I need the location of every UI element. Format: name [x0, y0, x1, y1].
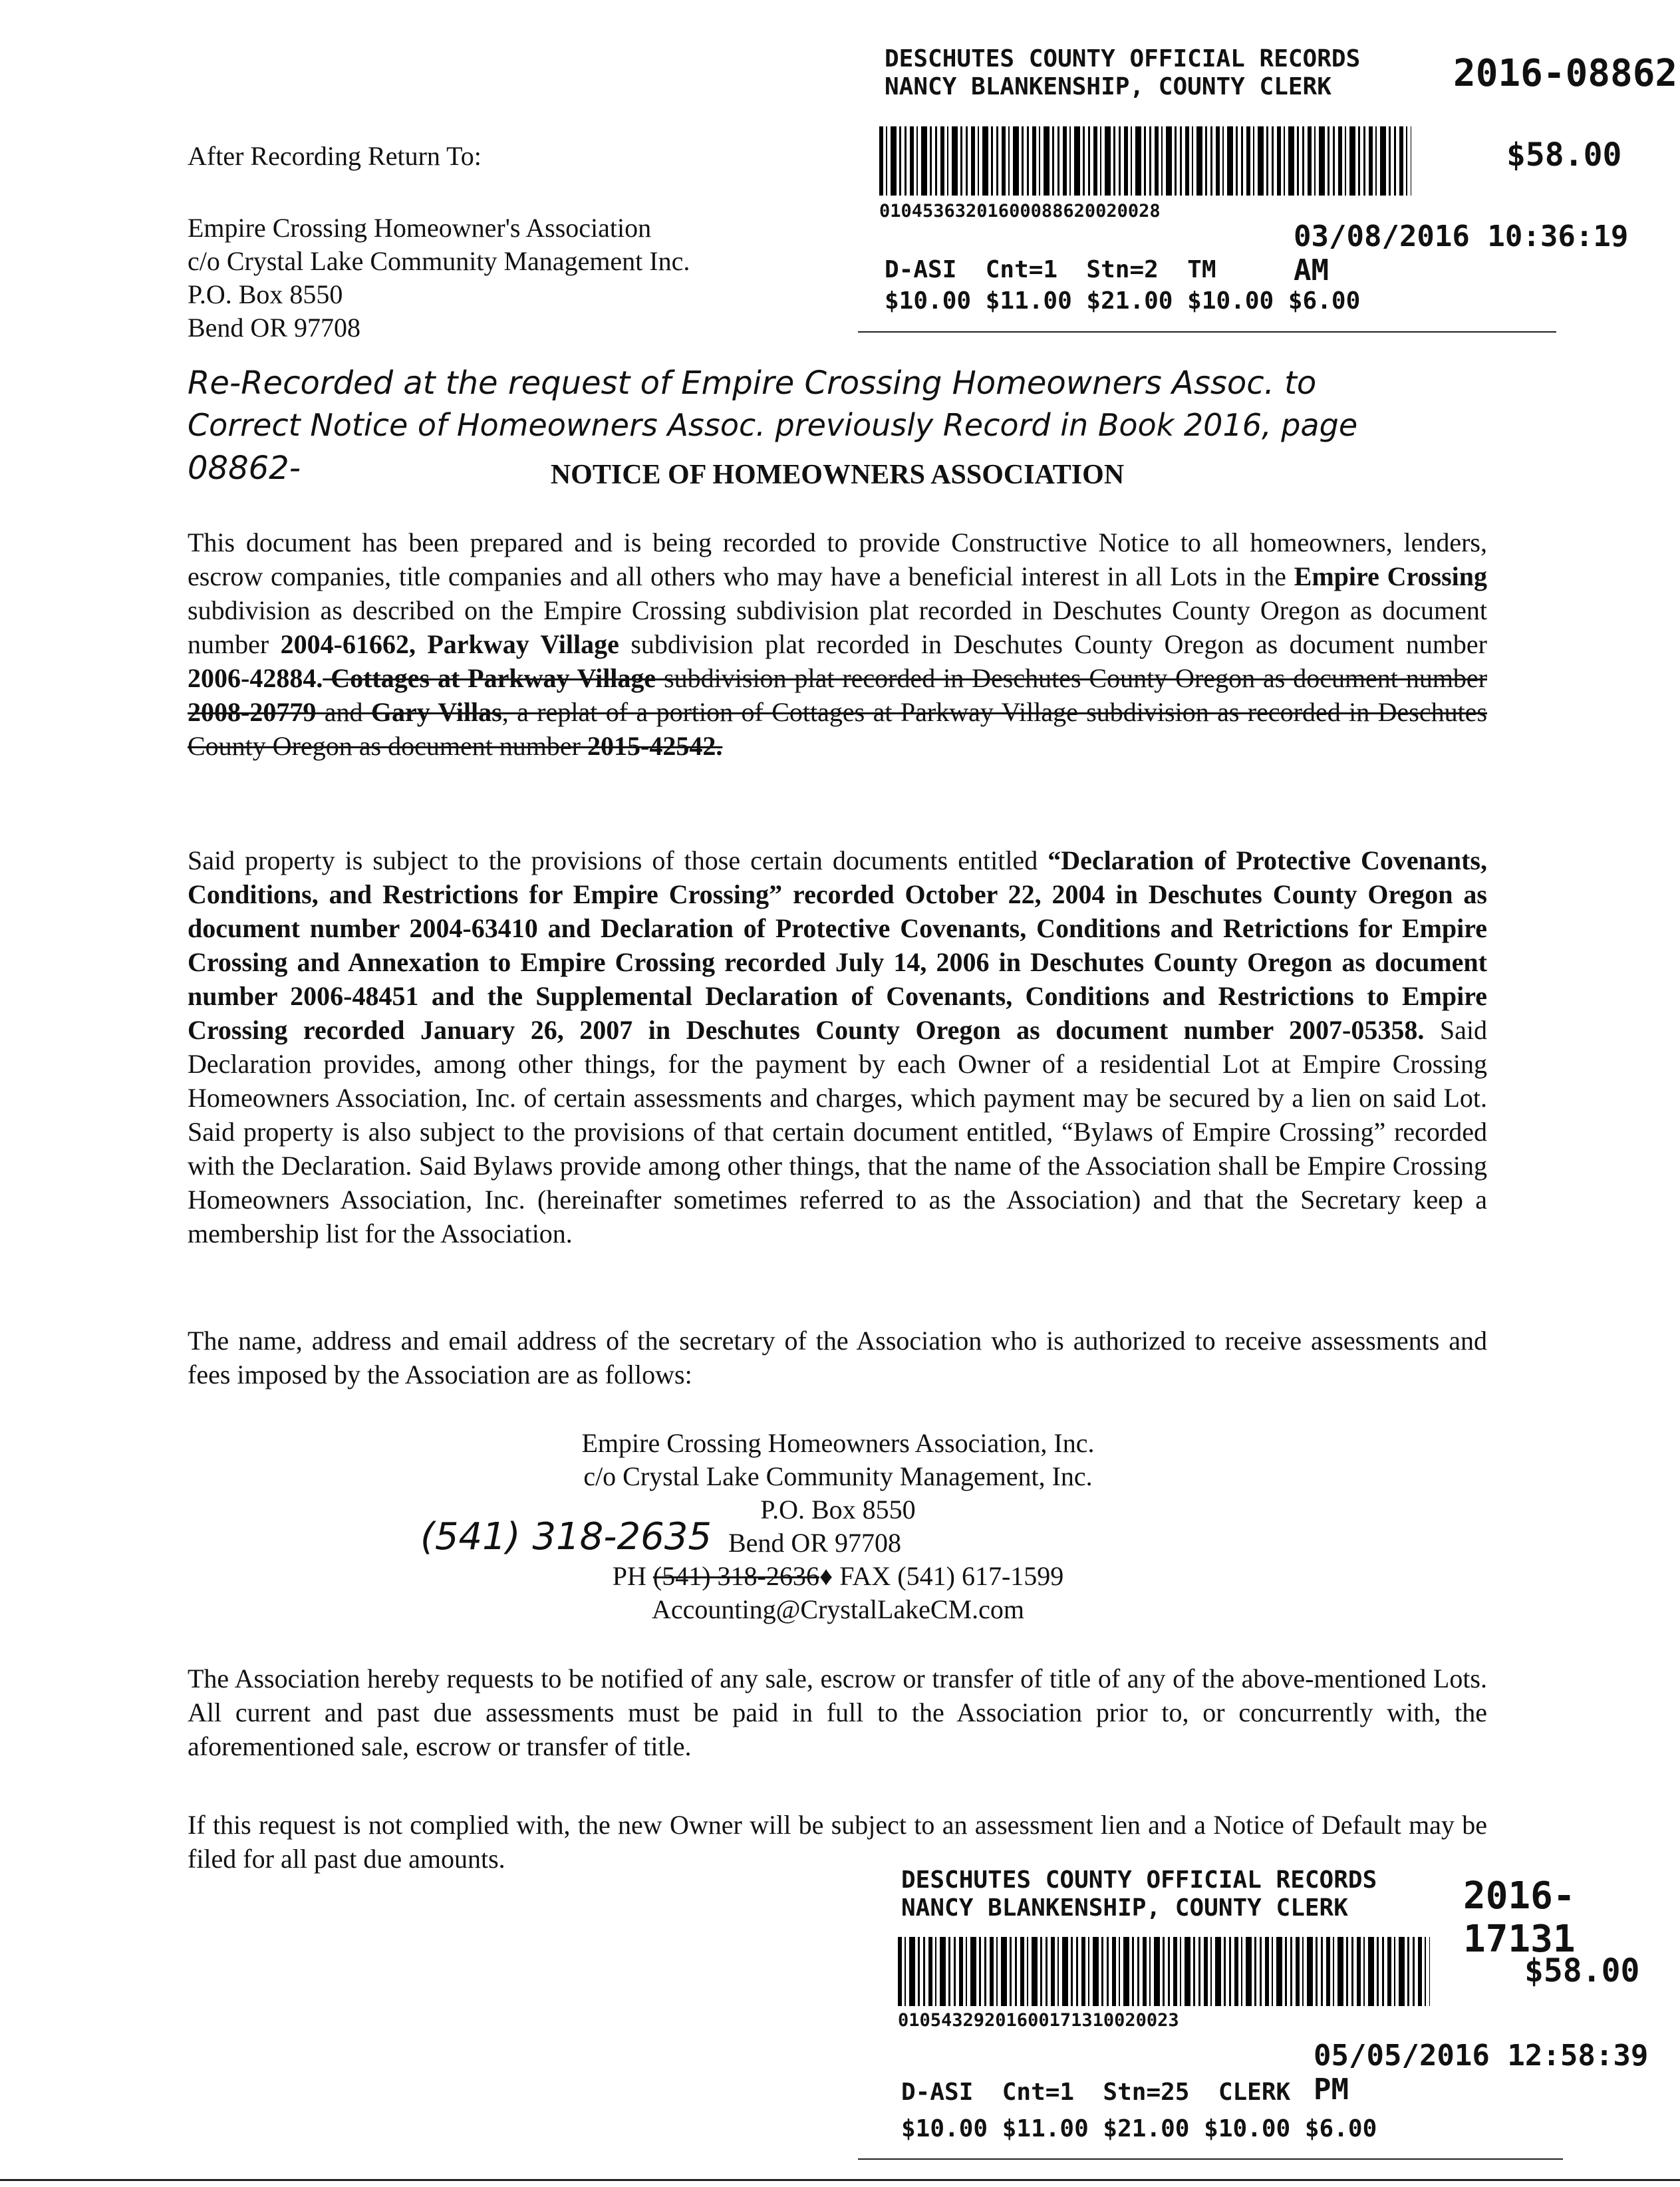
handwritten-note-line-2: Correct Notice of Homeowners Assoc. previously Record in Book 2016, page	[188, 407, 1358, 443]
barcode	[898, 1937, 1430, 2006]
stamp-office: DESCHUTES COUNTY OFFICIAL RECORDS	[885, 45, 1361, 73]
p2-text-1: Said property is subject to the provisions of those certain documents entitled	[188, 845, 1048, 875]
page-bottom-edge	[0, 2179, 1680, 2181]
phone-fax-line	[439, 1560, 1237, 1593]
return-heading: After Recording Return To:	[188, 141, 482, 171]
stamp-datetime: 03/08/2016 10:36:19 AM	[1294, 219, 1629, 287]
return-line-3: P.O. Box 8550	[188, 279, 343, 309]
phone-prefix: PH	[612, 1561, 653, 1591]
stamp-amounts: $10.00 $11.00 $21.00 $10.00 $6.00	[885, 287, 1361, 315]
paragraph-secretary: The name, address and email address of the secretary of the Association who is authorized to receive assessments and fees imposed by the Association are as follows:	[188, 1326, 1487, 1389]
return-line-1: Empire Crossing Homeowner's Association	[188, 213, 652, 243]
barcode	[879, 126, 1411, 196]
stamp-doc-number: 2016-08862	[1453, 52, 1678, 95]
p1-strike-1: Cottages at Parkway Village	[323, 663, 656, 693]
stamp-amounts: $10.00 $11.00 $21.00 $10.00 $6.00	[901, 2115, 1377, 2142]
p1-text-1: This document has been prepared and is being recorded to provide Constructive Notice to all homeowners, lenders, escrow companies, title companies and all others who may have a beneficial interest in all Lots in the	[188, 527, 1487, 591]
handwritten-note-line-1: Re-Recorded at the request of Empire Crossing Homeowners Assoc. to	[188, 364, 1317, 402]
p1-bold-1: Empire Crossing	[1294, 561, 1488, 591]
stamp-rule	[858, 2158, 1563, 2160]
stamp-office: DESCHUTES COUNTY OFFICIAL RECORDS	[901, 1866, 1377, 1894]
stamp-codes: D-ASI Cnt=1 Stn=2 TM	[885, 256, 1216, 283]
p1-bold-3: 2006-42884.	[188, 663, 323, 693]
address-line-3: P.O. Box 8550	[760, 1495, 916, 1525]
paragraph-default-warning: If this request is not complied with, the new Owner will be subject to an assessment lien and a Notice of Default may be filed for all past due amounts.	[188, 1810, 1487, 1874]
stamp-doc-number: 2016-17131	[1463, 1874, 1576, 1961]
handwritten-phone: (541) 318-2635	[420, 1515, 712, 1558]
phone-struck: (541) 318-2636	[652, 1561, 819, 1591]
p2-text-2: Said Declaration provides, among other things, for the payment by each Owner of a residential Lot at Empire Crossing Homeowners Association, Inc. of certain assessments and charges, which payment may be secured by a lien on said Lot. Said property is also subject to the provisions of that certain document entitled, “Bylaws of Empire Crossing” recorded with the Declaration. Said Bylaws provide among other things, that the name of the Association shall be Empire Crossing Homeowners Association, Inc. (hereinafter sometimes referred to as the Association) and that the Secretary keep a membership list for the Association.	[188, 1015, 1487, 1248]
p1-text-2: subdivision as described on the Empire Crossing subdivision plat recorded in Deschutes County Oregon as document number	[188, 595, 1487, 659]
stamp-clerk: NANCY BLANKENSHIP, COUNTY CLERK	[885, 73, 1331, 100]
stamp-fee: $58.00	[1524, 1952, 1640, 1989]
address-line-4: Bend OR 97708	[728, 1528, 901, 1558]
handwritten-note-line-3: 08862-	[188, 450, 301, 487]
stamp-codes: D-ASI Cnt=1 Stn=25 CLERK	[901, 2079, 1291, 2106]
address-line-2: c/o Crystal Lake Community Management, Inc.	[583, 1461, 1093, 1491]
fax-number: ♦ FAX (541) 617-1599	[819, 1561, 1064, 1591]
p1-strike-7: 2015-42542.	[587, 731, 723, 761]
email-address: Accounting@CrystalLakeCM.com	[651, 1594, 1025, 1624]
p2-bold-1: “Declaration of Protective Covenants, Conditions, and Restrictions for Empire Crossing” recorded October 22, 2004 in Deschutes County Oregon as document number 2004-63410 and Declaration of Protective Covenants, Conditions and Retrictions for Empire Crossing and Annexation to Empire Crossing recorded July 14, 2006 in Deschutes County Oregon as document number 2006-48451 and the Supplemental Declaration of Covenants, Conditions and Restrictions to Empire Crossing recorded January 26, 2007 in Deschutes County Oregon as document number 2007-05358.	[188, 845, 1487, 1045]
document-title: NOTICE OF HOMEOWNERS ASSOCIATION	[550, 460, 1125, 490]
p1-strike-2: subdivision plat recorded in Deschutes County Oregon as document number	[656, 663, 1488, 693]
paragraph-notification-request: The Association hereby requests to be notified of any sale, escrow or transfer of title of any of the above-mentioned Lots. All current and past due assessments must be paid in full to the Association prior to, or concurrently with, the aforementioned sale, escrow or transfer of title.	[188, 1664, 1487, 1761]
stamp-datetime: 05/05/2016 12:58:39 PM	[1314, 2039, 1649, 2107]
stamp-rule	[858, 331, 1556, 333]
paragraph-declaration	[188, 843, 1487, 1250]
barcode-number: 01054329201600171310020023	[898, 2010, 1179, 2031]
p1-strike-4: and	[316, 697, 371, 727]
stamp-fee: $58.00	[1506, 136, 1622, 174]
address-line-1: Empire Crossing Homeowners Association, Inc.	[581, 1428, 1095, 1458]
return-line-2: c/o Crystal Lake Community Management Inc.	[188, 246, 690, 276]
return-line-4: Bend OR 97708	[188, 313, 360, 343]
stamp-clerk: NANCY BLANKENSHIP, COUNTY CLERK	[901, 1894, 1348, 1922]
p1-strike-6: , a replat of a portion of Cottages at Parkway Village subdivision as recorded in Deschutes County Oregon as document number	[188, 697, 1488, 761]
p1-strike-3: 2008-20779	[188, 697, 317, 727]
p1-strike-5: Gary Villas	[370, 697, 502, 727]
p1-text-3: subdivision plat recorded in Deschutes County Oregon as document number	[619, 629, 1488, 659]
paragraph-constructive-notice	[188, 525, 1487, 763]
p1-bold-2: 2004-61662, Parkway Village	[280, 629, 619, 659]
barcode-number: 01045363201600088620020028	[879, 201, 1161, 221]
